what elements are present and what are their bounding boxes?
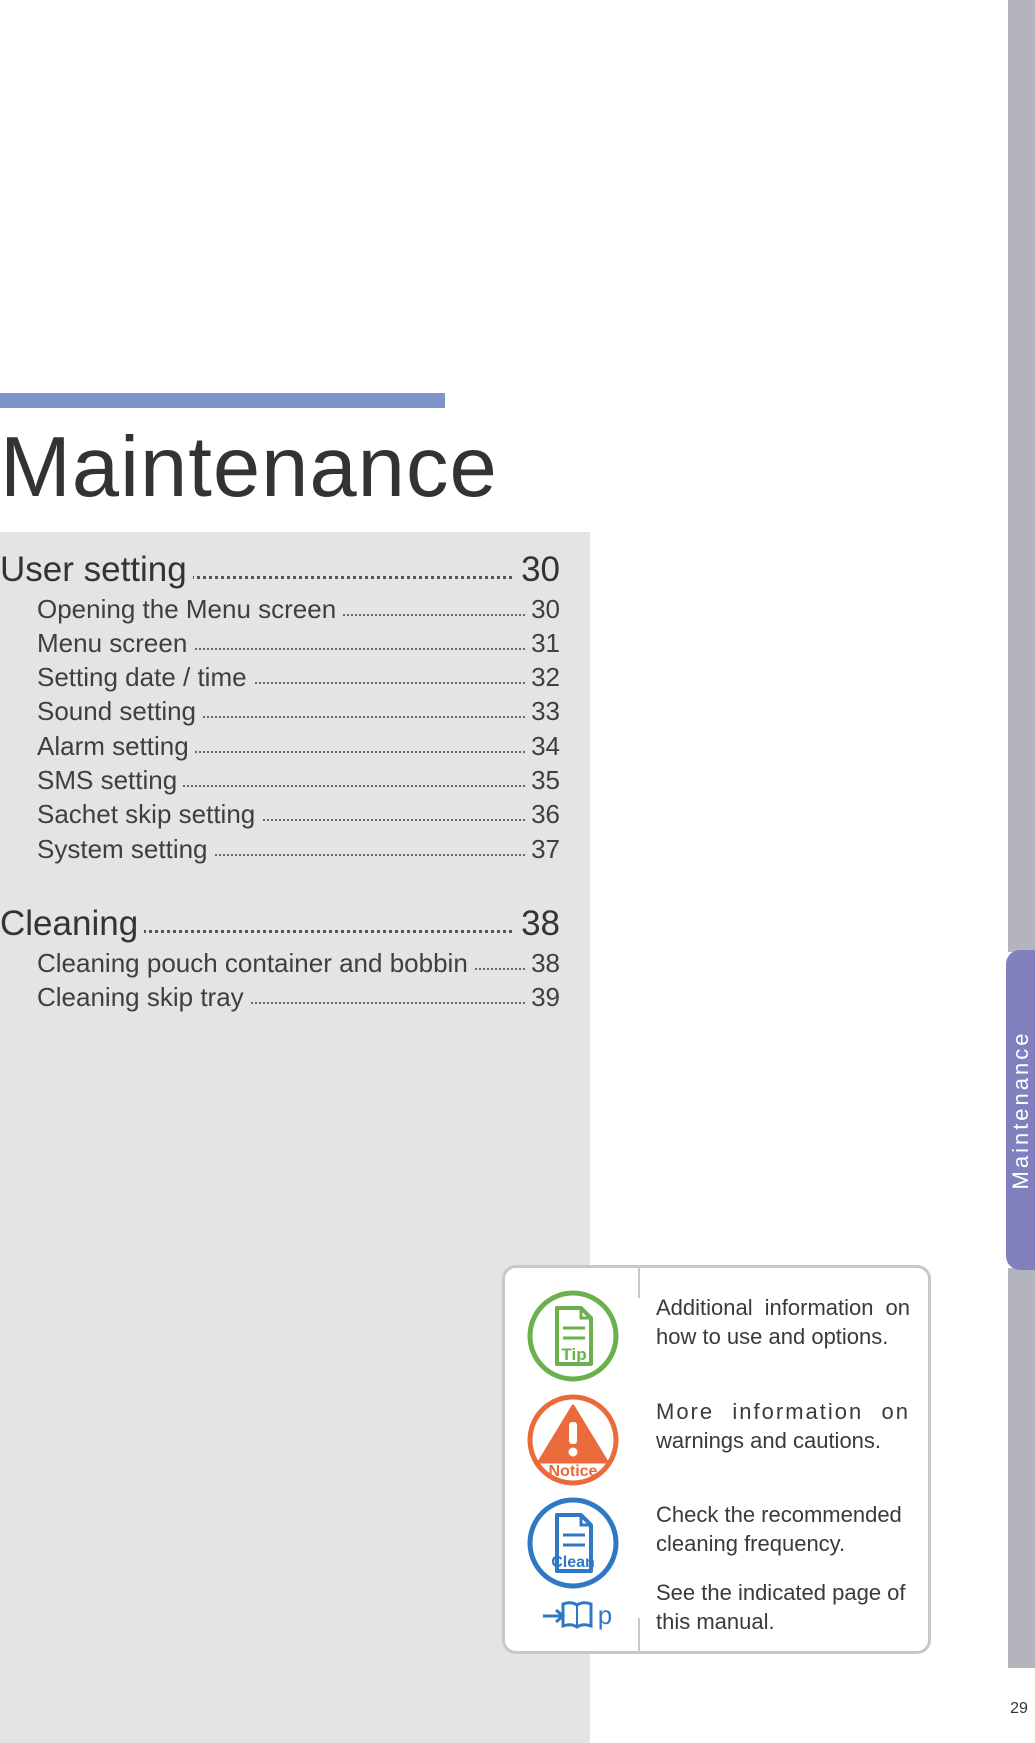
notice-description-line-2: warnings and cautions. xyxy=(656,1428,882,1453)
toc-label: SMS setting xyxy=(37,763,183,797)
toc-page: 30 xyxy=(515,548,560,592)
toc-row[interactable] xyxy=(0,626,560,662)
toc-label: Opening the Menu screen xyxy=(37,592,342,626)
toc-row[interactable] xyxy=(0,592,560,628)
toc-page: 38 xyxy=(515,902,560,946)
toc-label: Cleaning pouch container and bobbin xyxy=(37,946,474,980)
toc-label: Cleaning skip tray xyxy=(37,980,250,1014)
tip-description-line-2: how to use and options. xyxy=(656,1324,889,1349)
toc-label: System setting xyxy=(37,832,214,866)
section-tab-label: Maintenance xyxy=(1007,1030,1033,1190)
toc-label: Setting date / time xyxy=(37,660,253,694)
toc-row[interactable] xyxy=(0,797,560,833)
svg-text:p: p xyxy=(597,1600,613,1630)
toc-page: 31 xyxy=(525,626,560,660)
notice-icon xyxy=(525,1392,621,1488)
toc-page: 37 xyxy=(525,832,560,866)
svg-text:Tip: Tip xyxy=(561,1345,587,1364)
clean-icon xyxy=(525,1495,621,1591)
page-reference-description-line-2: this manual. xyxy=(656,1609,775,1634)
toc-row[interactable] xyxy=(0,946,560,982)
page-number: 29 xyxy=(1010,1700,1028,1717)
toc-row[interactable] xyxy=(0,694,560,730)
toc-row[interactable] xyxy=(0,548,560,589)
clean-description-line-1: Check the recommended xyxy=(656,1502,902,1527)
side-rail-bottom xyxy=(1008,1268,1035,1668)
toc-row[interactable] xyxy=(0,980,560,1016)
page-reference-icon xyxy=(525,1588,621,1638)
svg-text:Clean: Clean xyxy=(551,1554,595,1571)
page-title: Maintenance xyxy=(0,420,498,515)
toc-page: 33 xyxy=(525,694,560,728)
toc-label: User setting xyxy=(0,548,193,592)
toc-row[interactable] xyxy=(0,763,560,799)
toc-page: 32 xyxy=(525,660,560,694)
side-rail-top xyxy=(1008,0,1035,952)
icon-legend xyxy=(502,1265,931,1654)
toc-row[interactable] xyxy=(0,660,560,696)
toc-row[interactable] xyxy=(0,902,560,943)
toc-row[interactable] xyxy=(0,729,560,765)
toc-label: Alarm setting xyxy=(37,729,195,763)
toc-label: Sachet skip setting xyxy=(37,797,261,831)
tip-description-line-1: Additional information on xyxy=(656,1295,910,1320)
toc-page: 30 xyxy=(525,592,560,626)
title-accent-bar xyxy=(0,393,445,408)
toc-row[interactable] xyxy=(0,832,560,868)
toc-label: Cleaning xyxy=(0,902,144,946)
svg-text:Notice: Notice xyxy=(548,1463,598,1480)
toc-label: Menu screen xyxy=(37,626,193,660)
toc-page: 35 xyxy=(525,763,560,797)
toc-page: 39 xyxy=(525,980,560,1014)
toc-page: 36 xyxy=(525,797,560,831)
toc-page: 38 xyxy=(525,946,560,980)
clean-description-line-2: cleaning frequency. xyxy=(656,1531,846,1556)
notice-description-line-1: More information on xyxy=(656,1399,910,1424)
tip-icon xyxy=(525,1288,621,1384)
toc-page: 34 xyxy=(525,729,560,763)
toc-label: Sound setting xyxy=(37,694,202,728)
page-reference-description-line-1: See the indicated page of xyxy=(656,1580,906,1605)
